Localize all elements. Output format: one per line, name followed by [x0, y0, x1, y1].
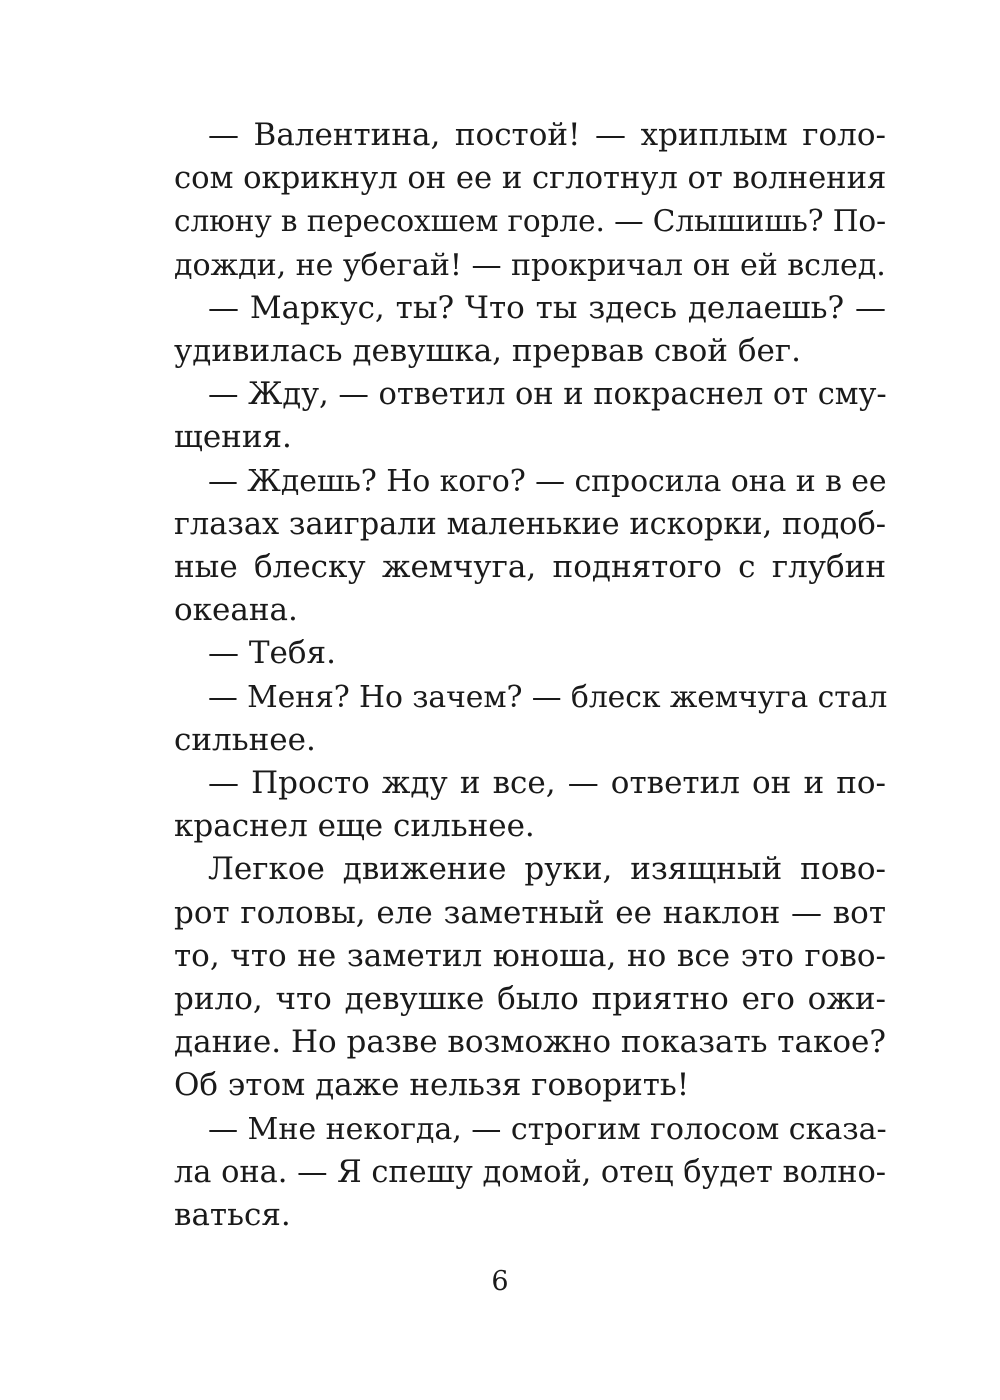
text-line: сильнее. [174, 721, 316, 758]
text-line: дание. Но разве возможно показать такое? [174, 1024, 886, 1061]
text-line: рило, что девушке было приятно его ожи- [174, 981, 886, 1018]
text-line: рот головы, еле заметный ее наклон — вот [174, 894, 886, 931]
text-line: — Ждешь? Но кого? — спросила она и в ее [208, 463, 887, 499]
text-line: ные блеску жемчуга, поднятого с глубин [174, 549, 886, 586]
text-line: удивилась девушка, прервав свой бег. [174, 333, 801, 370]
paragraph-9 [174, 1108, 886, 1238]
paragraph-3 [174, 373, 886, 459]
text-line: — Меня? Но зачем? — блеск жемчуга стал [208, 679, 888, 715]
paragraph-5 [174, 632, 886, 675]
text-line: Легкое движение руки, изящный пово- [208, 851, 886, 888]
text-line: глазах заиграли маленькие искорки, подоб- [174, 506, 886, 542]
text-line: океана. [174, 592, 298, 629]
paragraph-4 [174, 460, 886, 633]
text-line: то, что не заметил юноша, но все это гово- [174, 937, 886, 974]
text-line: — Мне некогда, — строгим голосом сказа- [208, 1111, 887, 1147]
text-line: дожди, не убегай! — прокричал он ей вслед. [174, 247, 886, 283]
paragraph-7 [174, 762, 886, 848]
page-number: 6 [491, 1266, 509, 1297]
text-line: краснел еще сильнее. [174, 808, 535, 845]
text-line: щения. [174, 419, 292, 456]
text-line: ваться. [174, 1197, 291, 1234]
text-line: — Жду, — ответил он и покраснел от сму- [208, 377, 887, 413]
text-line: ла она. — Я спешу домой, отец будет волно- [174, 1154, 886, 1190]
paragraph-2 [174, 287, 886, 373]
body-text [174, 114, 886, 1237]
text-line: слюну в пересохшем горле. — Слышишь? По- [174, 204, 886, 239]
paragraph-6 [174, 676, 886, 762]
paragraph-8 [174, 848, 886, 1107]
text-line: — Валентина, постой! — хриплым голо- [208, 117, 886, 153]
text-line: сом окрикнул он ее и сглотнул от волнения [174, 161, 887, 197]
paragraph-1 [174, 114, 886, 287]
text-line: — Просто жду и все, — ответил он и по- [208, 765, 886, 802]
text-line: — Тебя. [208, 635, 336, 672]
text-line: — Маркус, ты? Что ты здесь делаешь? — [208, 289, 886, 326]
text-line: Об этом даже нельзя говорить! [174, 1067, 690, 1104]
